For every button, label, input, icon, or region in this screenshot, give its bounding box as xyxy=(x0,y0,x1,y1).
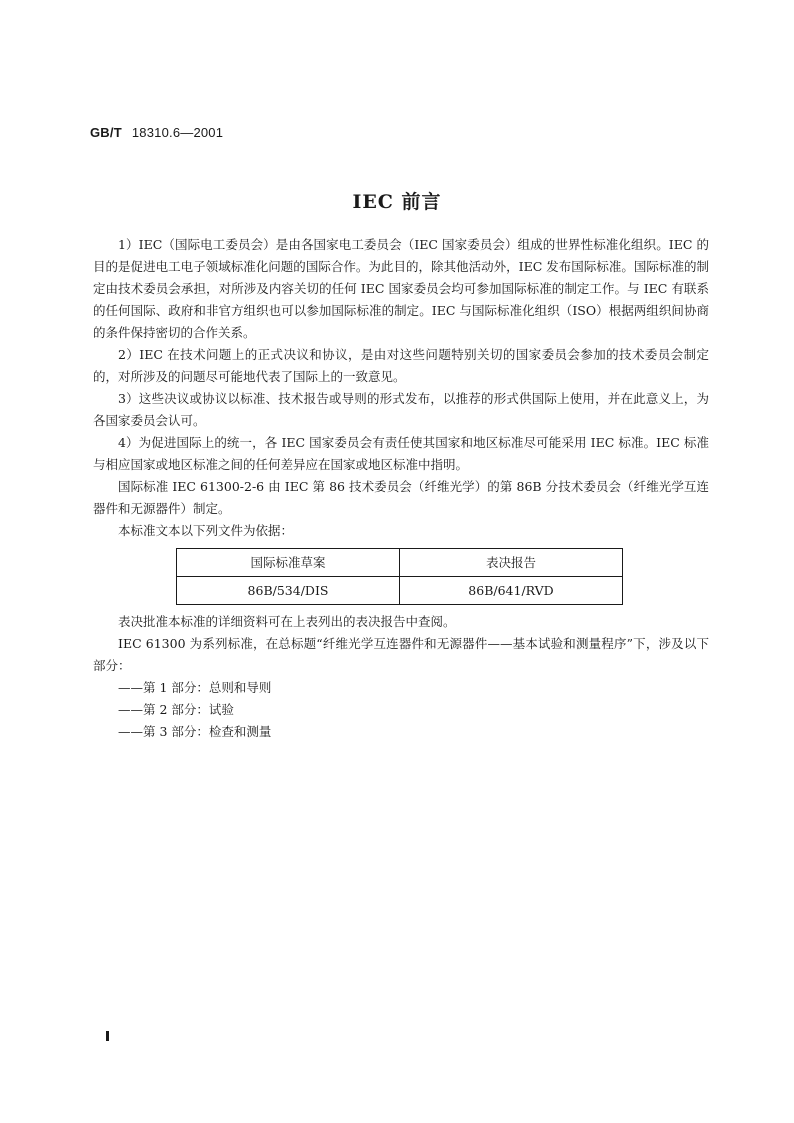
standard-code xyxy=(90,125,223,140)
standard-number: 18310.6—2001 xyxy=(131,125,224,140)
page-number-mark xyxy=(106,1031,109,1041)
paragraph-6: 本标准文本以下列文件为依据： xyxy=(118,523,294,538)
list-item: ——第 3 部分：检查和测量 xyxy=(118,724,272,739)
paragraph-after-table-2: IEC 61300 为系列标准，在总标题“纤维光学互连器件和无源器件——基本试验和测量程序”下，涉及以下部分： xyxy=(93,636,709,673)
voting-table-wrapper xyxy=(176,548,623,605)
paragraph-3: 3）这些决议或协议以标准、技术报告或导则的形式发布，以推荐的形式供国际上使用，并在此意义上，为各国家委员会认可。 xyxy=(93,391,709,428)
list-item: ——第 1 部分：总则和导则 xyxy=(118,680,272,695)
document-body xyxy=(93,234,709,743)
list-item: ——第 2 部分：试验 xyxy=(118,702,234,717)
paragraph-5: 国际标准 IEC 61300-2-6 由 IEC 第 86 技术委员会（纤维光学）的第 86B 分技术委员会（纤维光学互连器件和无源器件）制定。 xyxy=(93,479,709,516)
paragraph-after-table-1: 表决批准本标准的详细资料可在上表列出的表决报告中查阅。 xyxy=(118,614,456,629)
paragraph-1: 1）IEC（国际电工委员会）是由各国家电工委员会（IEC 国家委员会）组成的世界性标准化组织。IEC 的目的是促进电工电子领域标准化问题的国际合作。为此目的，除其他活动外，IEC 发布国际标准。国际标准的制定由技术委员会承担，对所涉及内容关切的任何 IEC 国家委员会均可参加国际标准的制定工作。与 IEC 有联系的任何国际、政府和非官方组织也可以参加国际标准的制定。IEC 与国际标准化组织（ISO）根据两组织间协商的条件保持密切的合作关系。 xyxy=(93,237,709,340)
table-row xyxy=(177,577,623,605)
table-header-cell: 国际标准草案 xyxy=(177,549,400,577)
table-cell: 86B/534/DIS xyxy=(177,577,400,605)
paragraph-4: 4）为促进国际上的统一，各 IEC 国家委员会有责任使其国家和地区标准尽可能采用 IEC 标准。IEC 标准与相应国家或地区标准之间的任何差异应在国家或地区标准中指明。 xyxy=(93,435,709,472)
paragraph-2: 2）IEC 在技术问题上的正式决议和协议，是由对这些问题特别关切的国家委员会参加的技术委员会制定的，对所涉及的问题尽可能地代表了国际上的一致意见。 xyxy=(93,347,709,384)
table-cell: 86B/641/RVD xyxy=(400,577,623,605)
table-header-cell: 表决报告 xyxy=(400,549,623,577)
standard-prefix: GB/T xyxy=(90,125,122,140)
voting-table xyxy=(176,548,623,605)
table-header-row xyxy=(177,549,623,577)
page-title: IEC 前言 xyxy=(352,191,442,213)
